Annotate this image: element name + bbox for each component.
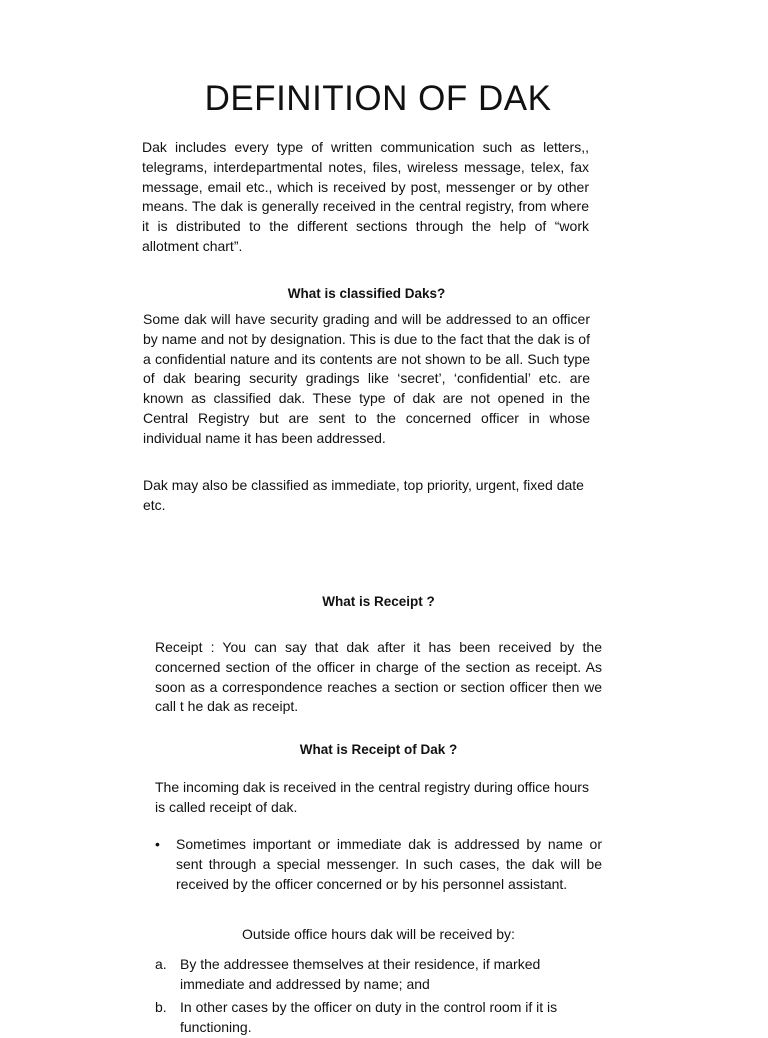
intro-paragraph: Dak includes every type of written communication such as letters,, telegrams, interdepartmental notes, files, wireless message, telex, fax message, email etc., which is received by post, messenger or by other means. The dak is generally received in the central registry, from where it is distributed to the different sections through the help of “work allotment chart”.: [142, 139, 589, 254]
receipt-of-dak-paragraph: The incoming dak is received in the central registry during office hours is called receipt of dak.: [155, 779, 589, 815]
list-item-text: By the addressee themselves at their residence, if marked immediate and addressed by name; and: [180, 956, 541, 992]
outside-hours-line: Outside office hours dak will be received by:: [242, 926, 515, 942]
document-title: DEFINITION OF DAK: [204, 79, 552, 119]
classified-extra-paragraph: Dak may also be classified as immediate, top priority, urgent, fixed date etc.: [143, 477, 584, 513]
bullet-text: Sometimes important or immediate dak is addressed by name or sent through a special messenger. In such cases, the dak will be received by the officer concerned or by his personnel assistant.: [176, 836, 602, 892]
receipt-of-dak-heading: What is Receipt of Dak ?: [299, 742, 458, 757]
list-marker: a.: [155, 956, 167, 972]
list-marker: b.: [155, 999, 167, 1015]
list-item-text: In other cases by the officer on duty in the control room if it is functioning.: [180, 999, 558, 1035]
classified-heading: What is classified Daks?: [287, 286, 446, 301]
classified-paragraph: Some dak will have security grading and will be addressed to an officer by name and not by designation. This is due to the fact that the dak is of a confidential nature and its contents are not shown to be all. Such type of dak bearing security gradings like ‘secret’, ‘confidential’ etc. are known as classified dak. These type of dak are not opened in the Central Registry but are sent to the concerned officer in whose individual name it has been addressed.: [143, 311, 590, 446]
receipt-paragraph: Receipt : You can say that dak after it has been received by the concerned section of the officer in charge of the section as receipt. As soon as a correspondence reaches a section or section officer then we call t he dak as receipt.: [155, 639, 602, 715]
bullet-icon: •: [155, 836, 160, 852]
receipt-heading: What is Receipt ?: [322, 594, 435, 609]
